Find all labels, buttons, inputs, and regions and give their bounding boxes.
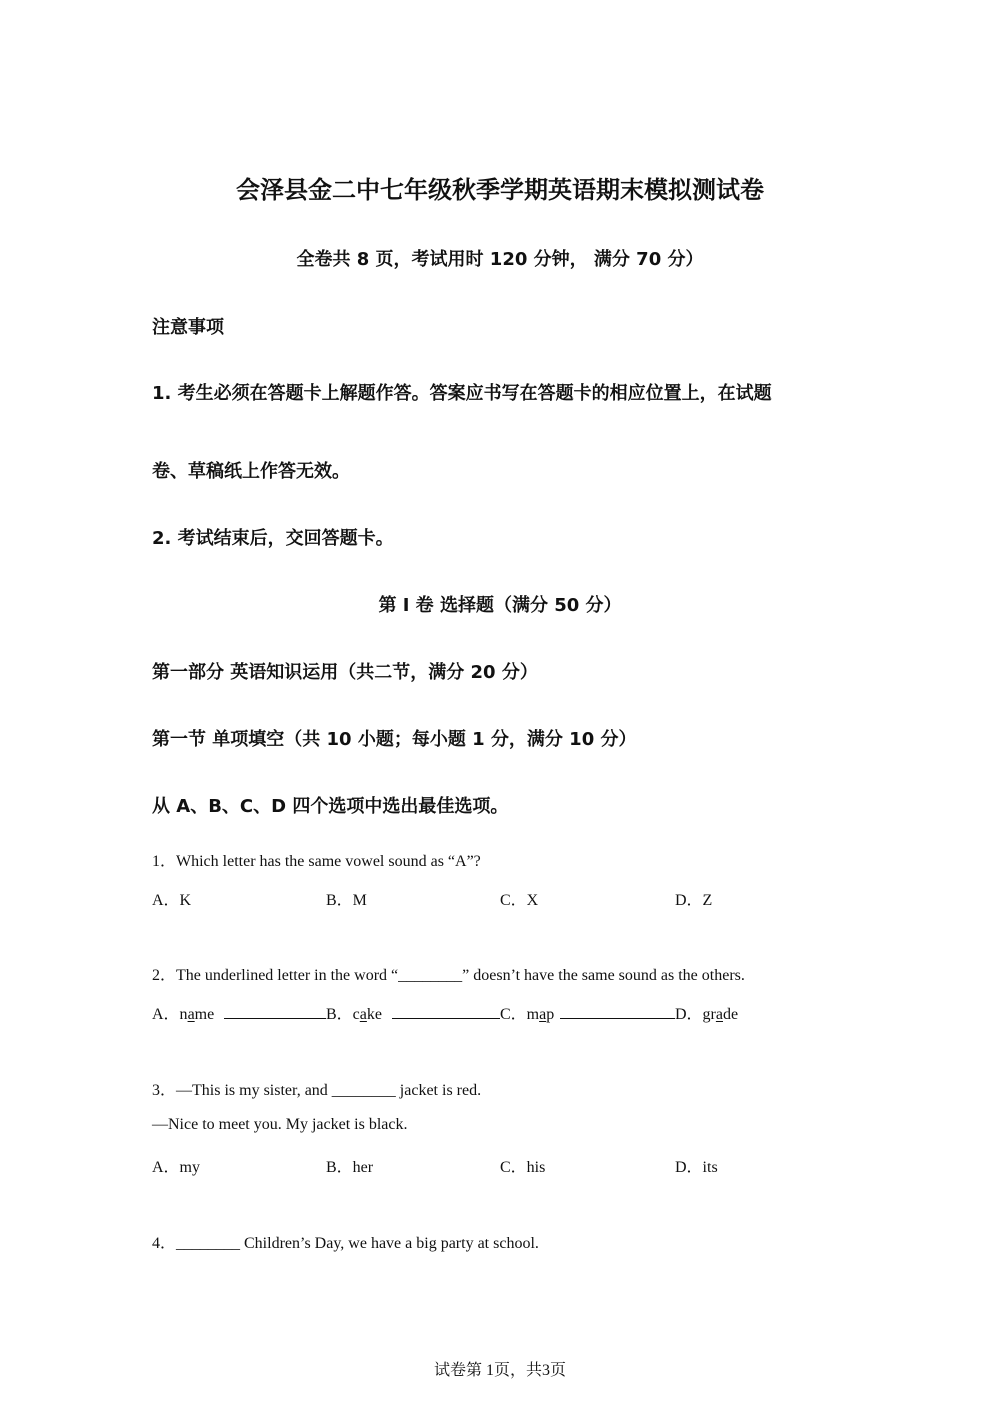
question-3-response: —Nice to meet you. My jacket is black. [152,1116,408,1133]
question-3-option-b: B．her [326,1159,374,1176]
exam-subtitle: 全卷共 8 页，考试用时 120 分钟， 满分 70 分） [296,249,704,270]
question-2-spacer-line-3 [560,1018,675,1019]
volume-heading: 第 I 卷 选择题（满分 50 分） [378,595,622,616]
notice-item-1-line-1: 1. 考生必须在答题卡上解题作答。答案应书写在答题卡的相应位置上，在试题 [152,383,772,404]
question-2-option-a: A．name [152,1006,215,1023]
question-2-spacer-line-1 [224,1018,326,1019]
notice-heading: 注意事项 [152,317,224,338]
question-1-option-c: C．X [500,892,539,909]
question-2-option-b: B．cake [326,1006,382,1023]
question-1-option-b: B．M [326,892,367,909]
question-3-option-c: C．his [500,1159,546,1176]
question-1-stem: 1．Which letter has the same vowel sound as “A”? [152,853,481,870]
question-2-stem: 2．The underlined letter in the word “________” doesn’t have the same sound as the others. [152,967,745,984]
question-3-stem: 3．—This is my sister, and ________ jacket is red. [152,1082,482,1099]
notice-item-2: 2. 考试结束后，交回答题卡。 [152,528,394,549]
question-1-option-d: D．Z [675,892,713,909]
section-heading: 第一节 单项填空（共 10 小题；每小题 1 分，满分 10 分） [152,729,637,750]
question-4-stem: 4．________ Children’s Day, we have a big party at school. [152,1235,539,1252]
part-heading: 第一部分 英语知识运用（共二节，满分 20 分） [152,662,538,683]
instruction: 从 A、B、C、D 四个选项中选出最佳选项。 [152,796,509,817]
question-2-option-d: D．grade [675,1006,739,1023]
exam-title: 会泽县金二中七年级秋季学期英语期末模拟测试卷 [236,176,764,204]
question-1-option-a: A．K [152,892,192,909]
question-3-option-a: A．my [152,1159,201,1176]
question-2-option-c: C．map [500,1006,555,1023]
notice-item-1-line-2: 卷、草稿纸上作答无效。 [152,461,350,482]
question-2-spacer-line-2 [392,1018,500,1019]
question-3-option-d: D．its [675,1159,718,1176]
page-footer: 试卷第 1页，共3页 [433,1362,566,1379]
